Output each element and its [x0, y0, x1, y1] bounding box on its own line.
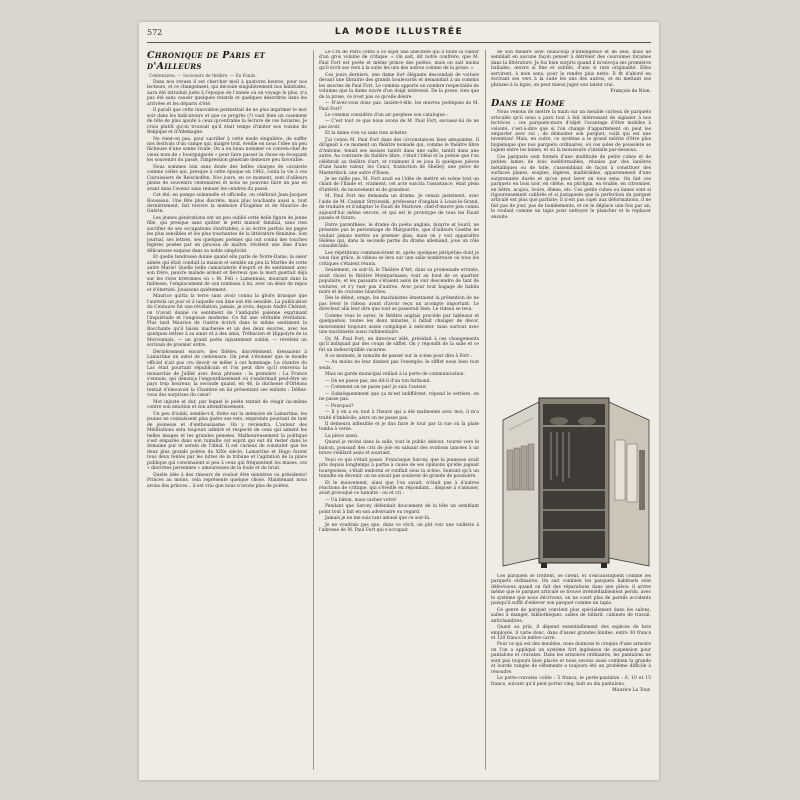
paragraph: Or, M. Paul Fort, en directeur zélé, présidait à ces changements qu'il indiquait par des coups de sifflet. On y répondit de la salle et ce fut un indescriptible vacarme.	[319, 336, 479, 353]
paragraph: Ce genre de parquet convient plus spécialement dans les salons, salles à manger, bibliothèques, salles de billard, cabinets de travail, antichambres.	[491, 607, 651, 624]
paragraph: J'ai connu M. Paul Fort dans des circonstances bien amusantes. Il dirigeait à ce moment un théâtre nomade qui, comme le théâtre libre d'Antoine, tenait ses assises tantôt dans une salle, tantôt dans une autre. Au contraire du théâtre libre, c'était l'idéal et la poésie que l'on célébrait au théâtre d'art, et vraiment il se joua là quelques pièces d'une haute valeur, les Cenci, traduction de Shelley, une pièce de Maeterlinck, une autre d'Ibsen.	[319, 137, 479, 176]
column-2	[319, 50, 479, 772]
paragraph: — Comment on ne passe pas! je suis l'auteur.	[325, 385, 427, 391]
paragraph: À ce moment, le tumulte de passer sur la scène pour dire à Fort :	[325, 354, 472, 360]
paragraph: Jamais je ne me suis tant amusé que ce soir-là.	[325, 516, 431, 522]
paragraph: Le Cru de Paris conte à ce sujet une anecdote qui a toute la valeur d'un gros volume de critique. « On sait, dit notre confrère, que M. Paul Fort est poète et même prince des poètes, mais on sait moins qu'il écrit ses vers à la suite les uns des autres comme de la prose. »	[319, 50, 479, 72]
paragraph: Quant au prix, il dépend essentiellement des espèces de bois employés, il varie donc, dans d'assez grandes limites, entre 30 francs et 120 francs le mètre carré.	[491, 625, 651, 641]
paragraph: Comme vous le savez, le théâtre anglais procède par tableaux et quelquefois, toutes les deux minutes, il fallait changer de décor, mouvement toujours assez compliqué à exécuter, mais surtout avec une machinerie aussi rudimentaire.	[319, 313, 479, 336]
paragraph: Le porte-cravates coûte : 5 francs; le porte-pantalon : 6, 10 et 15 francs, suivant qu'il peut porter cinq, huit ou dix pantalons.	[491, 676, 651, 687]
chronique-subtitle: Centenaires. — Souvenirs de théâtre. — En Fonds.	[149, 73, 257, 78]
paragraph: Voici ce qui s'était passé. Francisque Sarcey, que la jeunesse avait pris depuis longtemps à partie à cause de ses opinions qu'elle jugeait bourgeoises, s'était endormi et ronflait sous la scène. Sentant qu'à un tumulte en devenir, on ne savait pas soulever de grande de poussière.	[319, 457, 479, 480]
paragraph: Ces parquets sont formés d'une multitude de petits cubes et de petites lames de bois indéformables, réunies par des lanières métalliques ou de toile, s'assemblant de façon à constituer des surfaces planes, souples, légères, inaltérables, apparemment d'une surprenante durée et qu'on peut laver en tous sens. On fait ces parquets en bois noir, en chêne, en pitchpin, en érable, en citronnier, en hêtre, acajou, ivoire, ébène, etc. Ces petits cubes ou lames sont si rigoureusement calibrés et si justaposés que la perfection du parquet articulé est plus que parfaite; il n'est pas sujet aux déformations, il ne fait pas de jour, pas de bombements, et on le déplace une fois par an, le roulant comme un tapis pour nettoyer le plancher et le replacer ensuite.	[491, 154, 651, 220]
column-3-upper	[491, 50, 651, 376]
paragraph: Maurice quitta la terre sans avoir connu la gloire brusque que l'auréola un jour et à laquelle son âme eut été sensible. La publication du Centaure fut une révélation; jamais, je crois, depuis André Chénier, on n'avait donné ce sentiment de l'antiquité païenne exprimant l'inquiétude et l'angoisse moderne. Ce fut une véritable révélation. Plus tard Maurice de Guérin écrivit dans le même sentiment la Bacchante qu'il laissa inachevée et un des deux œuvres, avec les quelques lettres à sa sœur et à des amis, Trébucien et Hippolyte de la Morvonnais, — un grand poète injustement oublié, — révèlent un écrivain de premier ordre.	[147, 294, 307, 349]
paragraph: Il paraît que cette innovation permettait de ne plus imprimer le mot soir dans les indicateurs et que ce progrès (?) vaut bien un casement de tête de plus ajouté à ceux qu'entraîne la lecture de ces horaires. Je crois plutôt qu'on trouvait qu'il était temps d'imiter nos voisins de Belgique et d'Allemagne.	[147, 108, 307, 136]
page-number: 572	[147, 28, 163, 37]
paragraph: — On ne passe pas, me dit-il d'un ton furibond.	[325, 378, 431, 384]
column-divider	[313, 50, 314, 770]
home-title: Dans le Home	[491, 98, 565, 110]
paragraph: Mot injuste et dur, par lequel le poète tentait de réagir lui-même contre son émotion et son attendrissement.	[147, 399, 307, 411]
wardrobe-drawing	[499, 380, 654, 570]
paragraph: Un peu d'oubli, semble-t-il, flotte sur la mémoire de Lamartine; les jeunes ne connaissent plus guère ses vers, empreints pourtant de tant de jeunesse et d'enthousiasme. On y reviendra. L'auteur des Méditations sera toujours admiré et respecté de ceux qui aiment les belles images et les grandes pensées. Malheureusement la politique s'est emparée dans son tumulte cet esprit qui eut dû rester dans le domaine pur et serein de l'idéal. Il est curieux de constater que les deux plus grands poètes du XIXe siècle, Lamartine et Hugo furent tous deux tentés par les luttes de la tribune et l'agitation de la place publique qui convenaient si peu à ceux qui fréquentent les muses, ces « discrètes personnes » amoureuses de la foule et du bruit.	[147, 411, 307, 472]
paragraph: — Il y en a eu tout à l'heure qui a été malmenée avec moi; il m'a traité d'imbécile; alors on ne passe pas.	[319, 410, 479, 421]
chronique-title: Chronique de Paris et d'Ailleurs	[147, 50, 266, 72]
paragraph: M. Paul Fort me demanda un drame. Je venais justement, avec l'aide de M. Casimir Stryienski, professeur d'anglais à Louis-le-Grand, de traduire et d'adapter le Faust de Marlowe, chef-d'œuvre peu connu aujourd'hui même encore, et qui est le prototype de tous les Faust passés et futurs.	[319, 194, 479, 222]
magazine-page	[139, 22, 659, 780]
chronique-body-col3	[491, 50, 651, 88]
column-1	[147, 50, 307, 772]
paragraph: Ces parquets se frottent, se cirent, et s'encaustiquent comme les parquets ordinaires. On sait combien les parquets habituels sont défectueux quand on fait des réparations dans une pièce; il arrive même que le parquet articulé se trouve irrémédiablement perdu, avec le système que nous décrivons, on ne court plus de pareils accidents puisqu'il suffit d'enlever son parquet comme un tapis.	[491, 574, 651, 607]
wardrobe-illustration	[499, 380, 654, 570]
paragraph: — Un bâton, mais cachez votre!	[325, 497, 397, 503]
paragraph: Le commis considère d'un air perplexe son catalogue :	[325, 112, 448, 118]
paragraph: Seulement, ce soir-là, le Théâtre d'Art, dans sa promenade errante, avait choisi le théâtre Montparnasse, tout au fond de ce quartier populaire, et les passants s'étaient assis de voir descendre de tant de voitures, et s'y ruer pas d'autres. Avec pour tout bagage de habits noirs et de cravates blanches.	[319, 268, 479, 296]
paragraph: Quand je revins dans la salle, tout le public debout, tourné vers le balcon, poussait des cris de joie en saluant des ovations lancées à un brave vieillard assis et souriant.	[319, 440, 479, 457]
paragraph: — C'est tout ce que nous avons de M. Paul Fort, excusez-lui de ne pas avoir.	[319, 119, 479, 130]
chronique-body-col2	[319, 50, 479, 534]
paragraph: Et le mouvement, ainsi que l'on savait, n'était pas à d'autres réactions de critique, qui s'éveille en répondant... disposé à s'amuser, avait provoqué ce tumulte : ou et cri :	[319, 480, 479, 497]
paragraph: Quelle idée à des rimeurs de vouloir être ministres ou présidents! Princes au moins, cela représente quelque chose. Maintenant nous avons des princes... il est vrai que nous n'avons plus de poètes.	[147, 472, 307, 489]
running-head	[139, 22, 659, 48]
chronique-body-col1	[147, 80, 307, 489]
paragraph: Il demeura inflexible et je dus faire le tour par la rue où la plate tomba à verse.	[319, 422, 479, 433]
paragraph: Ne vient-on pas, pour sacrifier à cette mode singulière, de suffer nos festivals d'un campe qui, malgré tout, éveille en nous l'idée un peu fâcheuse d'une sonne rivale. On a eu beau nommer ce conven-chef de vieux nom de « bourguignote » pour faire passer la chose en évoquant les souvenirs du passé, l'impression générale demeure peu favorable.	[147, 136, 307, 164]
paragraph: Mais un garde municipal veillait à la porte de communication.	[325, 372, 465, 378]
paragraph: Dès le début, orage, les machinistes émettaient la prétention de ne pas lever le rideau avant d'avoir reçu un acompte important. Le directeur alla leur dire que tout se passerait bien. Le rideau se leva.	[319, 296, 479, 313]
paragraph: Les répétitions commencèrent et, après quelques péripéties dont je vous fais grâce, le rideau se leva sur une salle nombreuse où tous les critiques s'étaient réunis.	[319, 250, 479, 267]
paragraph: Dans nos revues il est chercher moil à quatorze heures, pour nos lecteurs, et ce changement, qui découle singulièrement nos habitudes, aura été introduit juste à l'époque de l'année où on voyage le plus, n'a pas été sans causer quelques retards et quelques désordres dans les arrivées et les départs d'été.	[147, 80, 307, 107]
paragraph: — N'avez-vous donc pas, insiste-t-elle, les œuvres poétiques de M. Paul Fort?	[319, 101, 479, 112]
paragraph: Je ne raille pas, M. Fort avait eu l'idée de mettre en scène tout un chant de l'Iliade et, vraiment, cet acte suscita l'assistance, était plein d'intérêt, de mouvement et de grandeur.	[319, 176, 479, 193]
home-signature: Maurice La Tour.	[612, 688, 651, 694]
paragraph: — Subséquemment que ça m'est indifférent, répond le cerbère, on ne passe pas.	[319, 391, 479, 403]
chronique-signature: François de Nion.	[610, 89, 651, 95]
paragraph: Pendant que Sarcey défendait doucement de la tête un semblant point tout à fait en son adversaire ou regard.	[319, 504, 479, 515]
paragraph: — Au moins ne leur donnez pas l'exemple; le sifflet nous bien tout seuls.	[319, 360, 479, 371]
home-body-lower	[491, 574, 651, 687]
paragraph: de son théâtre avec beaucoup d'intelligence et de zèle, mais ne semblait en aucune façon penser à détrôner des couronnes foraines dans la littérature. Je fus bien surpris quand il m'envoya ses premières ballades, œuvre si fine et subtile, d'une si rare originalité. Elles servirent, à mon sens, pour la rendre plus nette. Il fit d'abord en écrivant ses vers à la suite les uns des autres, et en mettant ses phrases à la ligne, on peut mieux juger son talent vrai.	[491, 50, 651, 88]
paragraph: Je ne voudrais pas que, dans ce récit, on pût voir une raillerie à l'adresse de M. Paul Fort qui s'occupait	[319, 522, 479, 534]
column-3-lower	[491, 574, 651, 772]
paragraph: — Pourquoi?	[325, 403, 354, 409]
paragraph: Dernièrement encore, des fidèles, discrètement, dressaient à Lamartine un autel de centenaire. On peut s'étonner que le monde officiel n'ait pas cru devoir se mêler à cet hommage. Le chantre du Lac était pourtant républicain et l'on peut dire qu'il renversa la monarchie de Juillet avec deux phrases : la première : La France s'ennuie, qui dénonça l'engourdissement où s'endormait peut-être un pays trop heureux; la seconde quand, en 48, la duchesse d'Orléans tentait d'émouvoir la Chambre en lui présentant ses enfants : Défiez-vous des surprises du cœur!	[147, 349, 307, 399]
paragraph: Entre parenthèse, le drame du poète anglais, bizarre et lourd, ne présente pas le personnage de Marguerite, que d'ailleurs Goethe ne voulait jamais mettre au premier plan, mais on y voit apparaître Hélène qui, dans la seconde partie du drame allemand, joue un rôle considérable.	[319, 222, 479, 250]
paragraph: Nous venons de mettre la main sur un meuble curieux de parquets articulés qu'il nous a paru tout à fait intéressant de signaler à nos lectrices : ces parquets-murs d'objet l'avantage d'être mobiles à volonté, c'est-à-dire que si l'on change d'appartement on peut les emporter avec soi ; de démonter son parquet, voilà qui est une invention! Mais, en outre, ce système a le grand mérite d'être plus hygiénique que nos parquets ordinaires, où ces soles de poussière se logent entre les lames, et où la moisissure s'installe par-dessous.	[491, 110, 651, 154]
paragraph: Et la dame s'en va sans rien acheter.	[325, 131, 408, 137]
paragraph: Pour ce qui est des meubles, nous donnons le croquis d'une armoire on l'on a appliqué un système fort ingénieux de suspension pour pantalons et cravates. Dans les armoires ordinaires, les pantalons ne sont pas toujours bien placés et nous savons aussi combien la grande et lourde rangée de vêtements a toujours été un problème difficile à résoudre.	[491, 642, 651, 675]
home-body-upper	[491, 110, 651, 220]
paragraph: Ces jours derniers, une dame fort élégante descendait de voiture devant une librairie des grands boulevards et demandait à un commis les œuvres de Paul Fort. Le commis apporte un nombre respectable de volumes que la dame ouvre d'un doigt intéressé. De la prose, rien que de la prose, ce n'est pas ce qu'elle désire.	[319, 72, 479, 100]
journal-title: LA MODE ILLUSTRÉE	[334, 27, 464, 37]
paragraph: Cet été, en pompe solennelle et officielle, on célébrait Jean-Jacques Rousseau. Une fête plus discrète, mais plus touchante aussi a, tout dernièrement, fait revivre la mémoire d'Eugénie et de Maurice de Guérin.	[147, 193, 307, 215]
paragraph: Les jeunes générations ont un peu oublié cette belle figure de jeune fille, qui presque sans quitter le petit manoir familial, sans rien sacrifier de ses occupations charitables, a su écrire parfois les pages les plus sensibles et les plus touchantes de la littérature féminine. Son journal, ses lettres, ses quelques poèmes qui ont connu des touches légères posées par un pinceau de maître, révèlent une âme d'une délicatesse exquise dans sa noble simplicité.	[147, 215, 307, 254]
column-divider	[485, 50, 486, 770]
paragraph: Et quelle tendresse donne quand elle parle de Notre-Dame, la sœur aimée qui était conduit la maison et semble un peu la Marthe de cette autre Marie! Quelle belle camaraderie d'esprit et de sentiment avec son frère, pauvre malade ardent et fiévreux que la mort guettait déjà sur les rives bretonnes où « M. Feli » Lamennais, mourant dans la faiblesse, l'emplacement de son tombeau à lui, avec un désir de repos et d'éternité. Jouissons quiétement.	[147, 255, 307, 293]
paragraph: Nous sommes loin sans doute des belles charges de cavalerie comme celles qui, presque à cette époque en 1842, conta la vie à ces Cuiraissiers de Reischoffen. Nos jours, en ce moment, sont d'ailleurs pleins de souvenirs centenaires et nous ne pouvons faire un pas en avant dans l'avenir sans remuer les cendres du passé.	[147, 164, 307, 192]
paragraph: La pièce aussi.	[325, 433, 359, 439]
header-rule	[147, 42, 651, 43]
